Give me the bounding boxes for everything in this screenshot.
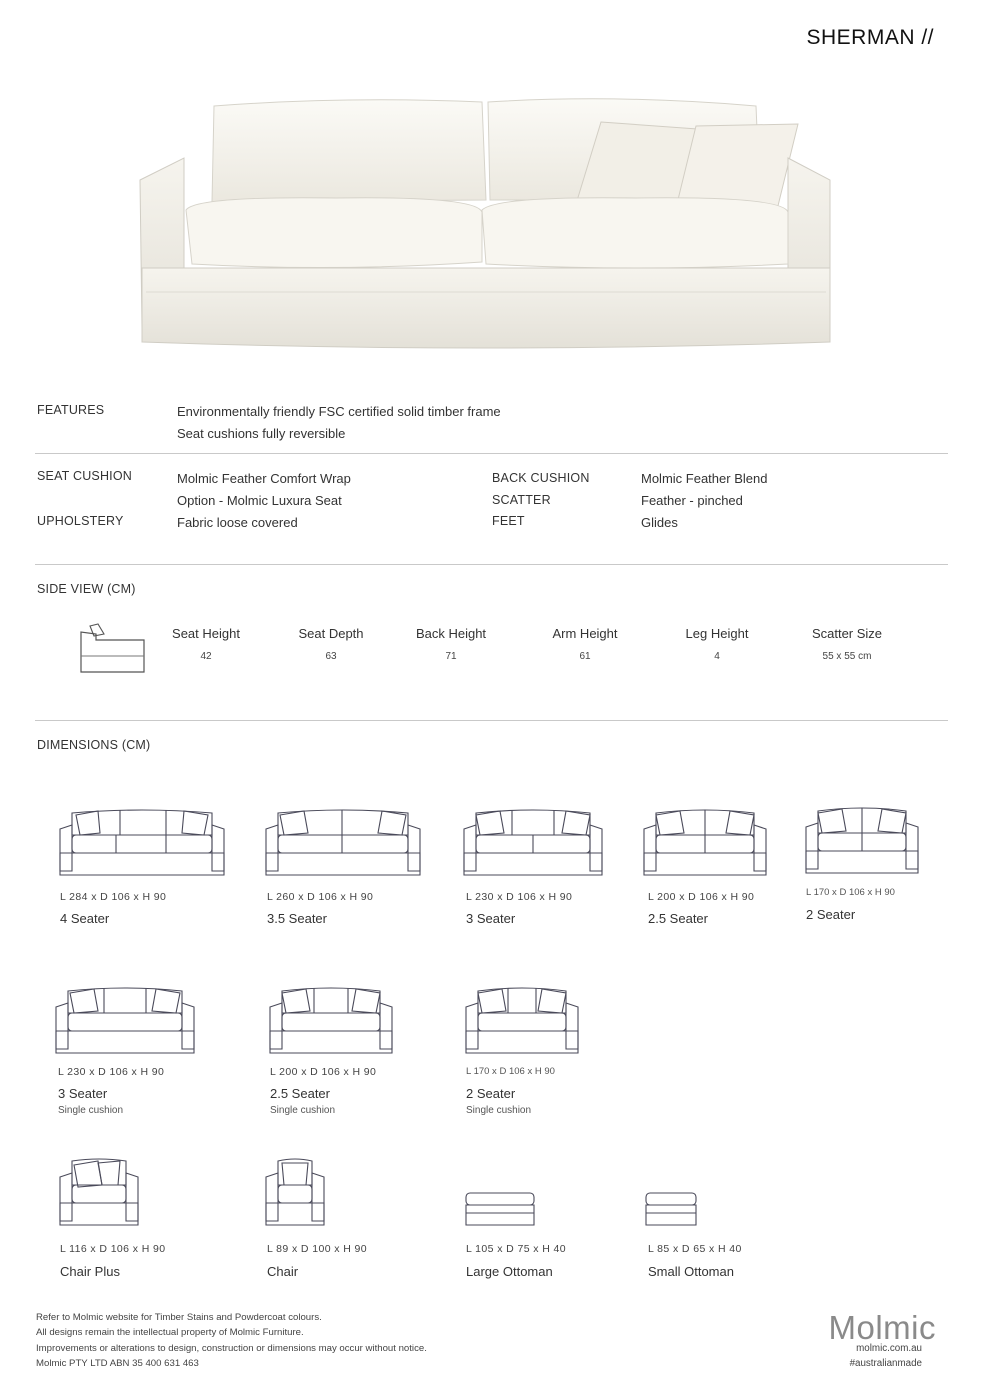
dims-2-5-seater: L 200 x D 106 x H 90: [648, 891, 755, 903]
molmic-logo: Molmic: [828, 1309, 936, 1346]
product-name: 3 Seater: [58, 1086, 108, 1101]
upholstery-label: UPHOLSTERY: [37, 514, 124, 528]
dims-3-5-seater: L 260 x D 106 x H 90: [267, 891, 374, 903]
product-note: Single cushion: [466, 1105, 532, 1116]
website-link[interactable]: molmic.com.au: [856, 1343, 922, 1354]
dims-chair-plus: L 116 x D 106 x H 90: [60, 1243, 166, 1255]
sofa-2-seater-single-cushion-drawing: [464, 983, 580, 1055]
product-name: 3 Seater: [466, 911, 516, 926]
back-height-value: 71: [445, 651, 457, 662]
back-cushion-value: Molmic Feather Blend: [641, 471, 768, 486]
divider: [35, 453, 948, 454]
dims-3-seater-single: L 230 x D 106 x H 90: [58, 1066, 165, 1078]
sofa-3-seater-single-cushion-drawing: [54, 983, 196, 1055]
feature-item: Seat cushions fully reversible: [177, 426, 346, 441]
product-name: 4 Seater: [60, 911, 110, 926]
sofa-3-5-seater-drawing: [264, 805, 422, 877]
dims-2-seater-single: L 170 x D 106 x H 90: [466, 1066, 555, 1077]
sofa-2-seater-drawing: [804, 805, 920, 875]
seat-depth-label: Seat Depth: [298, 626, 364, 641]
dims-chair: L 89 x D 100 x H 90: [267, 1243, 368, 1255]
back-height-label: Back Height: [415, 626, 487, 641]
seat-cushion-value: Molmic Feather Comfort Wrap: [177, 471, 351, 486]
feet-label: FEET: [492, 514, 525, 528]
dims-large-ottoman: L 105 x D 75 x H 40: [466, 1243, 567, 1255]
dimensions-heading: DIMENSIONS (CM): [37, 738, 151, 752]
product-name: 3.5 Seater: [267, 911, 327, 926]
seat-cushion-label: SEAT CUSHION: [37, 469, 133, 483]
arm-height-label: Arm Height: [552, 626, 618, 641]
page-title: SHERMAN //: [806, 26, 934, 49]
hashtag: #australianmade: [849, 1358, 922, 1369]
feature-item: Environmentally friendly FSC certified solid timber frame: [177, 404, 501, 419]
footer-line: Refer to Molmic website for Timber Stains and Powdercoat colours.: [36, 1312, 322, 1323]
divider: [35, 720, 948, 721]
product-name: Large Ottoman: [466, 1264, 553, 1279]
scatter-size-value: 55 x 55 cm: [822, 651, 872, 662]
product-name: Chair: [267, 1264, 299, 1279]
product-name: 2 Seater: [466, 1086, 516, 1101]
dims-4-seater: L 284 x D 106 x H 90: [60, 891, 167, 903]
chair-plus-drawing: [58, 1157, 140, 1227]
sofa-2-5-seater-drawing: [642, 805, 768, 877]
dims-3-seater: L 230 x D 106 x H 90: [466, 891, 573, 903]
small-ottoman-drawing: [644, 1191, 698, 1227]
leg-height-label: Leg Height: [685, 626, 749, 641]
footer-line: Improvements or alterations to design, construction or dimensions may occur without notice.: [36, 1342, 427, 1354]
footer-line: Molmic PTY LTD ABN 35 400 631 463: [36, 1357, 199, 1369]
seat-height-label: Seat Height: [172, 626, 240, 641]
sofa-2-5-seater-single-cushion-drawing: [268, 983, 394, 1055]
product-name: 2.5 Seater: [270, 1086, 330, 1101]
sofa-4-seater-drawing: [58, 805, 226, 877]
divider: [35, 564, 948, 565]
features-label: FEATURES: [37, 403, 105, 417]
scatter-size-label: Scatter Size: [811, 626, 883, 641]
side-view-heading: SIDE VIEW (CM): [37, 582, 136, 596]
scatter-value: Feather - pinched: [641, 493, 743, 508]
footer-line: All designs remain the intellectual property of Molmic Furniture.: [36, 1327, 304, 1339]
sofa-3-seater-drawing: [462, 805, 604, 877]
seat-height-value: 42: [200, 651, 212, 662]
product-name: Small Ottoman: [648, 1264, 734, 1279]
leg-height-value: 4: [714, 651, 720, 662]
arm-height-value: 61: [579, 651, 591, 662]
scatter-label: SCATTER: [492, 493, 551, 507]
chair-drawing: [264, 1157, 326, 1227]
sofa-product-image: [136, 92, 836, 354]
back-cushion-label: BACK CUSHION: [492, 471, 590, 485]
upholstery-value: Fabric loose covered: [177, 515, 298, 530]
product-name: Chair Plus: [60, 1264, 120, 1279]
dims-small-ottoman: L 85 x D 65 x H 40: [648, 1243, 742, 1255]
large-ottoman-drawing: [464, 1191, 536, 1227]
product-note: Single cushion: [58, 1105, 124, 1116]
product-name: 2.5 Seater: [648, 911, 708, 926]
product-name: 2 Seater: [806, 907, 856, 922]
dims-2-seater: L 170 x D 106 x H 90: [806, 887, 895, 898]
product-note: Single cushion: [270, 1105, 336, 1116]
seat-depth-value: 63: [325, 651, 337, 662]
footer-notes: [36, 1310, 427, 1371]
side-view-icon: [78, 622, 148, 674]
seat-cushion-option: Option - Molmic Luxura Seat: [177, 493, 342, 508]
dims-2-5-seater-single: L 200 x D 106 x H 90: [270, 1066, 377, 1078]
feet-value: Glides: [641, 515, 678, 530]
